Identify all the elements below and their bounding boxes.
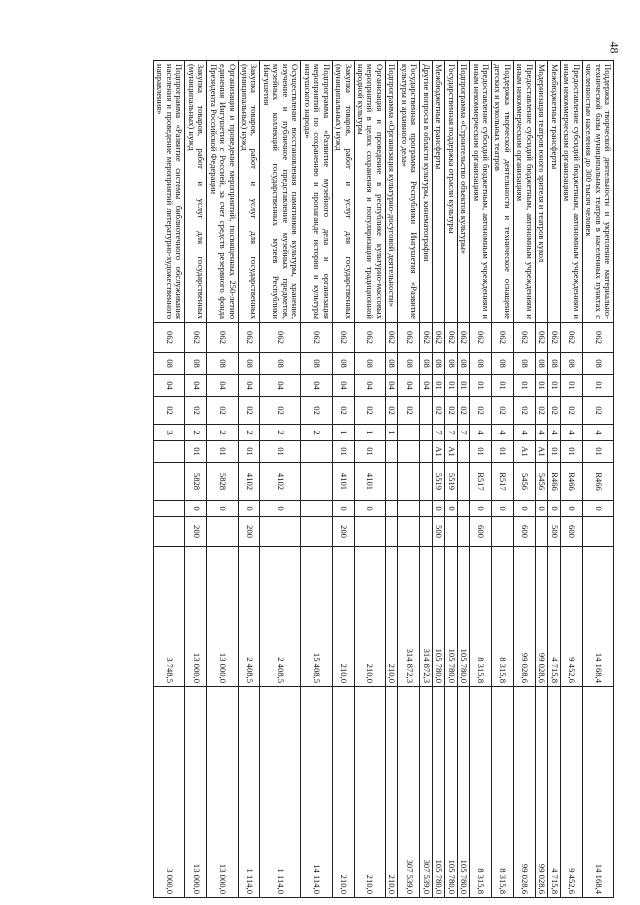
subsection-code-cell: 04 xyxy=(354,375,385,397)
direction-code-cell xyxy=(420,463,432,501)
rotated-table-area xyxy=(62,60,614,897)
page-number: 48 xyxy=(607,41,622,54)
row-name-cell: Подпрограмма «Организация культурно-досуговой деятельности» xyxy=(385,61,397,323)
direction-code-cell: 5828 xyxy=(207,463,238,501)
table-row xyxy=(513,61,535,898)
amount-2020-cell: 2 408,5 xyxy=(238,547,260,687)
amount-2020-cell: 314 872,3 xyxy=(398,547,420,687)
section-code-cell: 08 xyxy=(420,353,432,375)
ministry-code-cell: 062 xyxy=(432,323,444,353)
section-code-cell: 08 xyxy=(582,353,613,375)
subdirection-code-cell xyxy=(457,501,469,517)
section-code-cell: 08 xyxy=(560,353,582,375)
direction-code-cell: R466 xyxy=(548,463,560,501)
section-code-cell: 08 xyxy=(185,353,207,375)
event-code-cell: A1 xyxy=(535,441,547,463)
program-code-cell: 02 xyxy=(260,397,301,425)
section-code-cell: 08 xyxy=(398,353,420,375)
subprogram-code-cell: 2 xyxy=(185,425,207,441)
section-code-cell: 08 xyxy=(301,353,332,375)
program-code-cell: 02 xyxy=(238,397,260,425)
ministry-code-cell: 062 xyxy=(445,323,457,353)
subprogram-code-cell xyxy=(398,425,420,441)
ministry-code-cell: 062 xyxy=(582,323,613,353)
section-code-cell: 08 xyxy=(207,353,238,375)
subprogram-code-cell: 4 xyxy=(492,425,514,441)
table-row xyxy=(432,61,444,898)
table-row xyxy=(207,61,238,898)
direction-code-cell: 5456 xyxy=(535,463,547,501)
program-code-cell: 02 xyxy=(332,397,354,425)
direction-code-cell: 5456 xyxy=(513,463,535,501)
amount-2020-cell: 14 168,4 xyxy=(582,547,613,687)
amount-2021-cell: 105 780,0 xyxy=(445,687,457,898)
expense-type-cell xyxy=(207,517,238,547)
program-code-cell: 02 xyxy=(582,397,613,425)
subdirection-code-cell: 0 xyxy=(432,501,444,517)
subdirection-code-cell: 0 xyxy=(445,501,457,517)
program-code-cell: 02 xyxy=(548,397,560,425)
expense-type-cell: 200 xyxy=(185,517,207,547)
subprogram-code-cell: 1 xyxy=(385,425,397,441)
amount-2021-cell: 1 114,0 xyxy=(260,687,301,898)
subprogram-code-cell: 3 xyxy=(153,425,184,441)
program-code-cell: 02 xyxy=(432,397,444,425)
expense-type-cell xyxy=(492,517,514,547)
program-code-cell: 02 xyxy=(492,397,514,425)
direction-code-cell xyxy=(457,463,469,501)
event-code-cell: 01 xyxy=(207,441,238,463)
table-row xyxy=(535,61,547,898)
table-row xyxy=(548,61,560,898)
amount-2021-cell: 105 780,0 xyxy=(457,687,469,898)
amount-2020-cell: 15 408,5 xyxy=(301,547,332,687)
subsection-code-cell: 01 xyxy=(513,375,535,397)
amount-2021-cell: 307 539,0 xyxy=(420,687,432,898)
amount-2020-cell: 9 452,6 xyxy=(560,547,582,687)
subprogram-code-cell: 4 xyxy=(560,425,582,441)
direction-code-cell: 4102 xyxy=(260,463,301,501)
budget-table xyxy=(153,60,614,898)
subdirection-code-cell: 0 xyxy=(470,501,492,517)
table-row xyxy=(470,61,492,898)
expense-type-cell xyxy=(420,517,432,547)
subsection-code-cell: 01 xyxy=(445,375,457,397)
amount-2021-cell: 210,0 xyxy=(332,687,354,898)
subdirection-code-cell: 0 xyxy=(535,501,547,517)
amount-2021-cell: 1 114,0 xyxy=(238,687,260,898)
ministry-code-cell: 062 xyxy=(548,323,560,353)
section-code-cell: 08 xyxy=(457,353,469,375)
amount-2020-cell: 99 028,6 xyxy=(513,547,535,687)
program-code-cell: 02 xyxy=(513,397,535,425)
subprogram-code-cell: 1 xyxy=(354,425,385,441)
table-row xyxy=(260,61,301,898)
table-row xyxy=(185,61,207,898)
ministry-code-cell: 062 xyxy=(354,323,385,353)
program-code-cell: 02 xyxy=(385,397,397,425)
program-code-cell: 02 xyxy=(185,397,207,425)
program-code-cell: 02 xyxy=(535,397,547,425)
table-row xyxy=(385,61,397,898)
direction-code-cell: 5828 xyxy=(185,463,207,501)
subsection-code-cell: 04 xyxy=(153,375,184,397)
expense-type-cell xyxy=(535,517,547,547)
ministry-code-cell: 062 xyxy=(492,323,514,353)
section-code-cell: 08 xyxy=(513,353,535,375)
subsection-code-cell: 04 xyxy=(420,375,432,397)
subdirection-code-cell xyxy=(398,501,420,517)
subsection-code-cell: 04 xyxy=(301,375,332,397)
row-name-cell: Межбюджетные трансферты xyxy=(548,61,560,323)
event-code-cell: 01 xyxy=(185,441,207,463)
row-name-cell: Подпрограмма «Развитие музейного дела и организация мероприятий по сохранению и пропаганде истории и культуры ингушского народа» xyxy=(301,61,332,323)
program-code-cell: 02 xyxy=(560,397,582,425)
subdirection-code-cell: 0 xyxy=(354,501,385,517)
expense-type-cell: 500 xyxy=(432,517,444,547)
program-code-cell: 02 xyxy=(445,397,457,425)
event-code-cell xyxy=(420,441,432,463)
event-code-cell: 01 xyxy=(354,441,385,463)
row-name-cell: Модернизация театров юного зрителя и театров кукол xyxy=(535,61,547,323)
subprogram-code-cell: 7 xyxy=(432,425,444,441)
table-row xyxy=(332,61,354,898)
amount-2020-cell: 105 780,0 xyxy=(457,547,469,687)
amount-2021-cell: 14 168,4 xyxy=(582,687,613,898)
amount-2021-cell: 210,0 xyxy=(385,687,397,898)
row-name-cell: Закупка товаров, работ и услуг для государственных (муниципальных) нужд xyxy=(238,61,260,323)
amount-2020-cell: 13 000,0 xyxy=(207,547,238,687)
expense-type-cell: 500 xyxy=(548,517,560,547)
amount-2021-cell: 13 000,0 xyxy=(185,687,207,898)
subprogram-code-cell: 2 xyxy=(238,425,260,441)
section-code-cell: 08 xyxy=(492,353,514,375)
subdirection-code-cell xyxy=(420,501,432,517)
subprogram-code-cell: 1 xyxy=(332,425,354,441)
direction-code-cell: R466 xyxy=(560,463,582,501)
subdirection-code-cell xyxy=(301,501,332,517)
subdirection-code-cell xyxy=(385,501,397,517)
direction-code-cell: R517 xyxy=(492,463,514,501)
program-code-cell: 02 xyxy=(301,397,332,425)
table-row xyxy=(582,61,613,898)
expense-type-cell xyxy=(354,517,385,547)
amount-2021-cell: 14 114,0 xyxy=(301,687,332,898)
expense-type-cell xyxy=(385,517,397,547)
expense-type-cell xyxy=(582,517,613,547)
direction-code-cell: 4101 xyxy=(332,463,354,501)
subsection-code-cell: 01 xyxy=(492,375,514,397)
amount-2020-cell: 4 715,8 xyxy=(548,547,560,687)
ministry-code-cell: 062 xyxy=(470,323,492,353)
subdirection-code-cell: 0 xyxy=(548,501,560,517)
row-name-cell: Закупка товаров, работ и услуг для государственных (муниципальных) нужд xyxy=(185,61,207,323)
subsection-code-cell: 01 xyxy=(560,375,582,397)
event-code-cell: 01 xyxy=(332,441,354,463)
event-code-cell: A1 xyxy=(513,441,535,463)
ministry-code-cell: 062 xyxy=(513,323,535,353)
expense-type-cell: 200 xyxy=(332,517,354,547)
program-code-cell: 02 xyxy=(398,397,420,425)
ministry-code-cell: 062 xyxy=(185,323,207,353)
ministry-code-cell: 062 xyxy=(332,323,354,353)
event-code-cell: 01 xyxy=(260,441,301,463)
subsection-code-cell: 01 xyxy=(582,375,613,397)
amount-2021-cell: 9 452,6 xyxy=(560,687,582,898)
expense-type-cell: 600 xyxy=(560,517,582,547)
direction-code-cell xyxy=(385,463,397,501)
table-row xyxy=(153,61,184,898)
table-row xyxy=(445,61,457,898)
amount-2020-cell: 8 315,8 xyxy=(470,547,492,687)
subsection-code-cell: 04 xyxy=(385,375,397,397)
ministry-code-cell: 062 xyxy=(398,323,420,353)
event-code-cell xyxy=(457,441,469,463)
direction-code-cell: 4102 xyxy=(238,463,260,501)
subsection-code-cell: 01 xyxy=(548,375,560,397)
ministry-code-cell: 062 xyxy=(535,323,547,353)
row-name-cell: Предоставление субсидий бюджетным, автономным учреждениям и иным некоммерческим организациям xyxy=(560,61,582,323)
table-row xyxy=(398,61,420,898)
subdirection-code-cell xyxy=(153,501,184,517)
amount-2021-cell: 99 028,6 xyxy=(513,687,535,898)
amount-2021-cell: 105 780,0 xyxy=(432,687,444,898)
direction-code-cell: R466 xyxy=(582,463,613,501)
direction-code-cell xyxy=(398,463,420,501)
event-code-cell: A1 xyxy=(445,441,457,463)
subsection-code-cell: 04 xyxy=(260,375,301,397)
row-name-cell: Осуществление восстановления памятников культуры, хранение, изучение и публичное представление музейных предметов, музейных коллекций государственных музеев Республики Ингушетия xyxy=(260,61,301,323)
amount-2020-cell: 314 872,3 xyxy=(420,547,432,687)
subdirection-code-cell: 0 xyxy=(238,501,260,517)
table-row xyxy=(301,61,332,898)
subsection-code-cell: 04 xyxy=(185,375,207,397)
row-name-cell: Предоставление субсидий бюджетным, автономным учреждениям и иным некоммерческим организациям xyxy=(470,61,492,323)
row-name-cell: Предоставление субсидий бюджетным, автономным учреждениям и иным некоммерческим организациям xyxy=(513,61,535,323)
subdirection-code-cell: 0 xyxy=(185,501,207,517)
event-code-cell xyxy=(385,441,397,463)
subsection-code-cell: 01 xyxy=(470,375,492,397)
ministry-code-cell: 062 xyxy=(420,323,432,353)
section-code-cell: 08 xyxy=(153,353,184,375)
direction-code-cell: R517 xyxy=(470,463,492,501)
ministry-code-cell: 062 xyxy=(238,323,260,353)
amount-2020-cell: 3 748,5 xyxy=(153,547,184,687)
section-code-cell: 08 xyxy=(238,353,260,375)
subsection-code-cell: 01 xyxy=(457,375,469,397)
amount-2021-cell: 210,0 xyxy=(354,687,385,898)
subdirection-code-cell: 0 xyxy=(207,501,238,517)
program-code-cell: 02 xyxy=(153,397,184,425)
subprogram-code-cell: 4 xyxy=(513,425,535,441)
event-code-cell xyxy=(398,441,420,463)
subprogram-code-cell: 4 xyxy=(582,425,613,441)
event-code-cell xyxy=(153,441,184,463)
expense-type-cell: 600 xyxy=(470,517,492,547)
amount-2020-cell: 8 315,8 xyxy=(492,547,514,687)
ministry-code-cell: 062 xyxy=(560,323,582,353)
amount-2020-cell: 210,0 xyxy=(354,547,385,687)
table-row xyxy=(420,61,432,898)
subdirection-code-cell: 0 xyxy=(513,501,535,517)
ministry-code-cell: 062 xyxy=(457,323,469,353)
program-code-cell: 02 xyxy=(457,397,469,425)
subprogram-code-cell: 4 xyxy=(548,425,560,441)
row-name-cell: Организация и проведение мероприятий, посвященных 250-летию единения Ингушетии с Россией, за счет средств резервного фонда Президента Российской Федерации xyxy=(207,61,238,323)
event-code-cell: 01 xyxy=(238,441,260,463)
table-row xyxy=(457,61,469,898)
expense-type-cell: 200 xyxy=(238,517,260,547)
event-code-cell: 01 xyxy=(548,441,560,463)
expense-type-cell xyxy=(398,517,420,547)
subsection-code-cell: 01 xyxy=(535,375,547,397)
program-code-cell xyxy=(420,397,432,425)
event-code-cell: A1 xyxy=(432,441,444,463)
subsection-code-cell: 04 xyxy=(207,375,238,397)
amount-2021-cell: 8 315,8 xyxy=(470,687,492,898)
amount-2021-cell: 99 028,6 xyxy=(535,687,547,898)
table-row xyxy=(238,61,260,898)
table-row xyxy=(560,61,582,898)
row-name-cell: Государственная программа Республики Ингушетия «Развитие культуры и архивного дела» xyxy=(398,61,420,323)
subdirection-code-cell: 0 xyxy=(560,501,582,517)
direction-code-cell: 5519 xyxy=(445,463,457,501)
subprogram-code-cell xyxy=(420,425,432,441)
row-name-cell: Подпрограмма «Строительство объектов культуры» xyxy=(457,61,469,323)
amount-2020-cell: 99 028,6 xyxy=(535,547,547,687)
amount-2021-cell: 3 000,0 xyxy=(153,687,184,898)
subprogram-code-cell: 2 xyxy=(260,425,301,441)
expense-type-cell: 600 xyxy=(513,517,535,547)
section-code-cell: 08 xyxy=(260,353,301,375)
section-code-cell: 08 xyxy=(548,353,560,375)
expense-type-cell xyxy=(445,517,457,547)
direction-code-cell: 5519 xyxy=(432,463,444,501)
amount-2020-cell: 210,0 xyxy=(332,547,354,687)
subsection-code-cell: 01 xyxy=(432,375,444,397)
expense-type-cell xyxy=(153,517,184,547)
ministry-code-cell: 062 xyxy=(260,323,301,353)
subdirection-code-cell: 0 xyxy=(492,501,514,517)
expense-type-cell xyxy=(457,517,469,547)
direction-code-cell xyxy=(301,463,332,501)
event-code-cell: 01 xyxy=(492,441,514,463)
amount-2020-cell: 105 780,0 xyxy=(445,547,457,687)
section-code-cell: 08 xyxy=(385,353,397,375)
table-row xyxy=(492,61,514,898)
event-code-cell: 01 xyxy=(470,441,492,463)
ministry-code-cell: 062 xyxy=(153,323,184,353)
subsection-code-cell: 04 xyxy=(238,375,260,397)
row-name-cell: Другие вопросы в области культуры, кинематографии xyxy=(420,61,432,323)
program-code-cell: 02 xyxy=(207,397,238,425)
row-name-cell: Межбюджетные трансферты xyxy=(432,61,444,323)
table-row xyxy=(354,61,385,898)
ministry-code-cell: 062 xyxy=(301,323,332,353)
subprogram-code-cell: 7 xyxy=(457,425,469,441)
amount-2020-cell: 13 000,0 xyxy=(185,547,207,687)
section-code-cell: 08 xyxy=(332,353,354,375)
row-name-cell: Государственная поддержка отрасли культуры xyxy=(445,61,457,323)
ministry-code-cell: 062 xyxy=(385,323,397,353)
subprogram-code-cell: 4 xyxy=(470,425,492,441)
subprogram-code-cell: 7 xyxy=(445,425,457,441)
row-name-cell: Поддержка творческой деятельности и укрепление материально-технической базы муниципальных театров в населенных пунктах с численностью населения до 300 тысяч человек xyxy=(582,61,613,323)
direction-code-cell: 4101 xyxy=(354,463,385,501)
program-code-cell: 02 xyxy=(470,397,492,425)
section-code-cell: 08 xyxy=(445,353,457,375)
subdirection-code-cell: 0 xyxy=(332,501,354,517)
amount-2021-cell: 307 539,0 xyxy=(398,687,420,898)
row-name-cell: Подпрограмма «Развитие системы библиотечного обслуживания населения и проведение мероприятий литературно-художественного направления» xyxy=(153,61,184,323)
expense-type-cell xyxy=(260,517,301,547)
section-code-cell: 08 xyxy=(470,353,492,375)
ministry-code-cell: 062 xyxy=(207,323,238,353)
event-code-cell: 01 xyxy=(582,441,613,463)
amount-2021-cell: 4 715,8 xyxy=(548,687,560,898)
amount-2020-cell: 105 780,0 xyxy=(432,547,444,687)
subprogram-code-cell: 4 xyxy=(535,425,547,441)
table-body xyxy=(153,61,613,898)
amount-2020-cell: 210,0 xyxy=(385,547,397,687)
section-code-cell: 08 xyxy=(535,353,547,375)
subdirection-code-cell: 0 xyxy=(260,501,301,517)
event-code-cell xyxy=(301,441,332,463)
direction-code-cell xyxy=(153,463,184,501)
amount-2021-cell: 8 315,8 xyxy=(492,687,514,898)
subprogram-code-cell: 2 xyxy=(207,425,238,441)
subsection-code-cell: 04 xyxy=(398,375,420,397)
row-name-cell: Поддержка творческой деятельности и техническое оснащение детских и кукольных театров xyxy=(492,61,514,323)
program-code-cell: 02 xyxy=(354,397,385,425)
subdirection-code-cell: 0 xyxy=(582,501,613,517)
section-code-cell: 08 xyxy=(354,353,385,375)
row-name-cell: Закупка товаров, работ и услуг для государственных (муниципальных) нужд xyxy=(332,61,354,323)
section-code-cell: 08 xyxy=(432,353,444,375)
row-name-cell: Организация и проведение в республике культурно-массовых мероприятий в целях сохранения и популяризации традиционной народной культуры xyxy=(354,61,385,323)
expense-type-cell xyxy=(301,517,332,547)
subsection-code-cell: 04 xyxy=(332,375,354,397)
subprogram-code-cell: 2 xyxy=(301,425,332,441)
event-code-cell: 01 xyxy=(560,441,582,463)
amount-2020-cell: 2 408,5 xyxy=(260,547,301,687)
amount-2021-cell: 13 000,0 xyxy=(207,687,238,898)
